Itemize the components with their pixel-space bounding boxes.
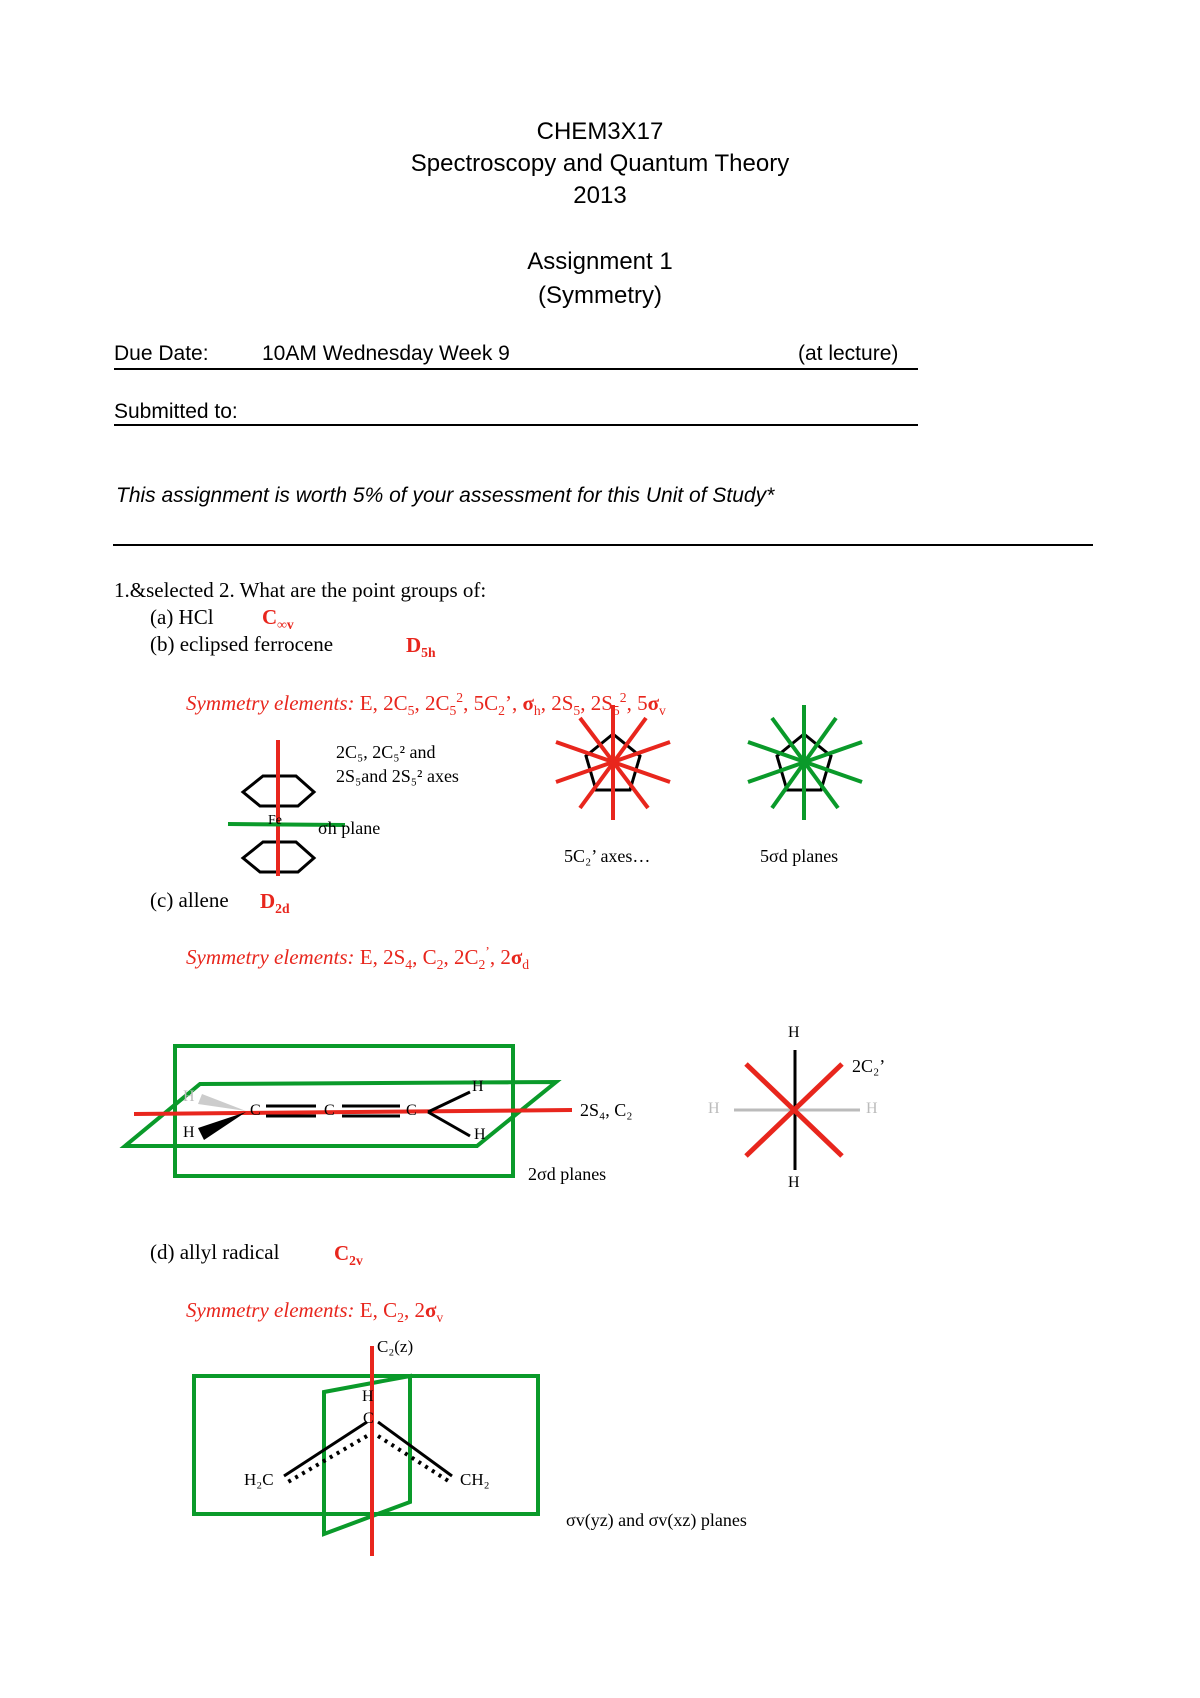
course-year: 2013 — [573, 182, 627, 209]
end-view-h-top: H — [788, 1024, 800, 1041]
part-b-elements: Symmetry elements: E, $2C_5$, $2C_5^2$, $5C_2$’, $\sigma_h$, $2S_5$, $2S_5^2$, $5\sigma_v$ — [186, 690, 666, 719]
due-date-where: (at lecture) — [798, 342, 899, 365]
allene-h-back: H — [183, 1088, 195, 1105]
end-view-h-right: H — [866, 1100, 878, 1117]
part-a-answer: $C_{\infty v}$ — [262, 605, 294, 633]
allyl-h: H — [362, 1388, 374, 1405]
part-c-elements: Symmetry elements: E, $2S_4$, $C_2$, $2C_2^’$, $2\sigma_d$ — [186, 944, 530, 973]
allene-h-right-top: H — [472, 1078, 484, 1095]
part-d-label: (d) allyl radical — [150, 1240, 280, 1264]
part-b-label: (b) eclipsed ferrocene — [150, 632, 334, 656]
allyl-planes-label: σv(yz) and σv(xz) planes — [566, 1510, 747, 1530]
allene-planes-label: 2σd planes — [528, 1164, 607, 1184]
allene-c1: C — [250, 1102, 261, 1119]
allene-h-front: H — [183, 1124, 195, 1141]
c5-axes-label-1: 2C₅, 2C₅² and — [336, 742, 436, 762]
sigma-h-label: σh plane — [318, 818, 381, 838]
allene-h-right-bottom: H — [474, 1126, 486, 1143]
assignment-title: Assignment 1 — [527, 248, 673, 275]
allyl-c: C — [363, 1410, 374, 1427]
part-b-answer: $D_{5h}$ — [406, 633, 436, 661]
part-d-elements: Symmetry elements: E, $C_2$, $2\sigma_v$ — [186, 1298, 444, 1326]
part-a-label: (a) HCl — [150, 605, 214, 629]
end-view-h-bottom: H — [788, 1174, 800, 1191]
allyl-h2c: H₂C — [244, 1470, 274, 1489]
submitted-label: Submitted to: — [114, 400, 238, 423]
c2-prime-label: 2C₂’ — [852, 1056, 886, 1076]
part-c-label: (c) allene — [150, 888, 229, 912]
allene-c2: C — [324, 1102, 335, 1119]
course-code: CHEM3X17 — [536, 118, 664, 145]
fe-atom: Fe — [268, 813, 282, 828]
allyl-axis-label: C₂(z) — [377, 1337, 414, 1356]
c5-axes-label-2: 2S₅and 2S₅² axes — [336, 766, 459, 786]
allene-c3: C — [406, 1102, 417, 1119]
part-c-answer: $D_{2d}$ — [260, 889, 290, 917]
end-view-h-left: H — [708, 1100, 720, 1117]
course-subject: Spectroscopy and Quantum Theory — [410, 150, 790, 177]
s4-axis-label: 2S₄, C₂ — [580, 1100, 633, 1120]
part-d-answer: $C_{2v}$ — [334, 1241, 363, 1269]
c2-axes-label: 5C₂’ axes… — [564, 846, 651, 866]
question-intro: 1.&selected 2. What are the point groups of: — [114, 578, 487, 602]
worth-statement: This assignment is worth 5% of your assessment for this Unit of Study* — [116, 484, 775, 507]
due-date-value: 10AM Wednesday Week 9 — [262, 342, 510, 365]
sigma-d-label: 5σd planes — [760, 846, 839, 866]
assignment-topic: (Symmetry) — [538, 282, 662, 309]
allyl-ch2: CH₂ — [460, 1470, 490, 1489]
due-date-label: Due Date: — [114, 342, 209, 365]
